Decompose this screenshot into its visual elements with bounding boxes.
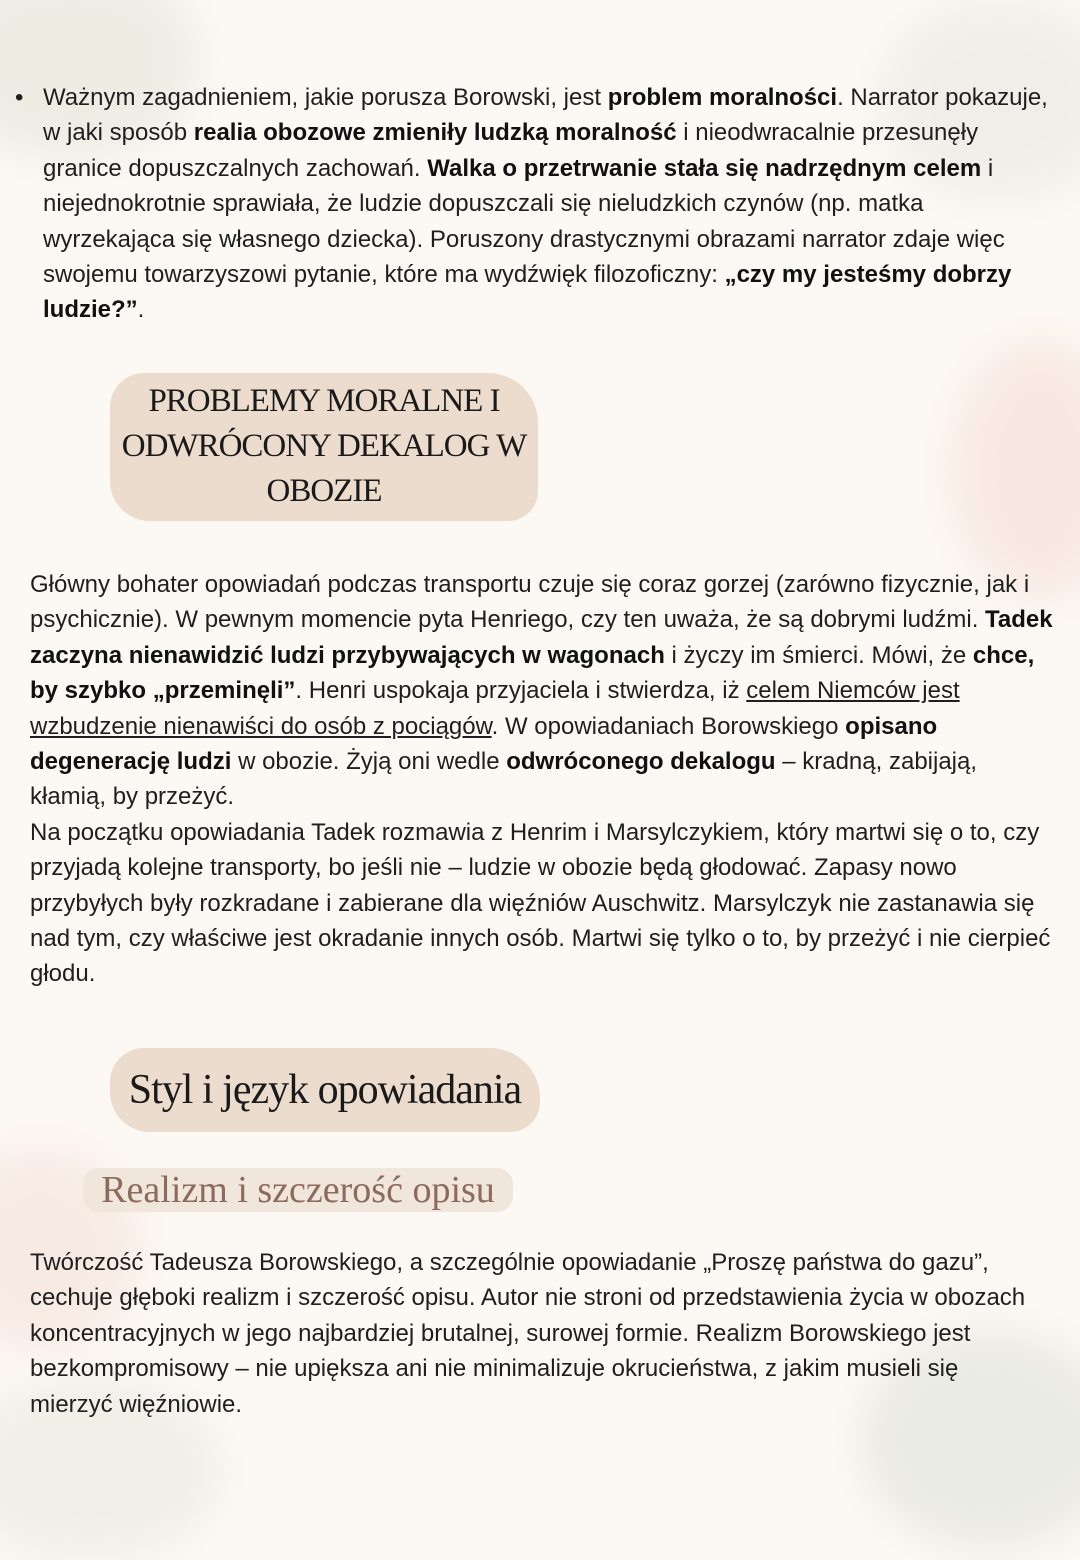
bold-text: Walka o przetrwanie stała się nadrzędnym celem	[427, 154, 982, 182]
bullet-icon: •	[15, 84, 24, 111]
paragraph-realism	[30, 1245, 1030, 1422]
bold-text: „czy my jesteśmy dobrzy ludzie?”	[43, 261, 1012, 324]
section-heading-style: Styl i język opowiadania	[110, 1048, 540, 1132]
bold-text: problem moralności	[607, 84, 838, 111]
bold-text: opisano degenerację ludzi	[30, 712, 938, 776]
section-heading-moral-problems: PROBLEMY MORALNE I ODWRÓCONY DEKALOG W OBOZIE	[110, 373, 538, 521]
paragraph-moral-problems	[30, 567, 1055, 992]
watercolor-flower-decoration	[950, 340, 1080, 600]
text-run: Główny bohater opowiadań podczas transportu czuje się coraz gorzej (zarówno fizycznie, jak i psychicznie). W pewnym momencie pyta Henriego, czy ten uważa, że są dobrymi ludźmi.	[30, 571, 1030, 634]
text-run: . Narrator pokazuje, w jaki sposób	[43, 84, 1048, 147]
text-run: .	[137, 296, 145, 324]
text-run: Twórczość Tadeusza Borowskiego, a szczególnie opowiadanie „Proszę państwa do gazu”, cechuje głęboki realizm i szczerość opisu. Autor nie stroni od przedstawienia życia w obozach koncentracyjnych w jego najbardziej brutalnej, surowej formie. Realizm Borowskiego jest bezkompromisowy – nie upiększa ani nie minimalizuje okrucieństwa, z jakim musieli się mierzyć więźniowie.	[30, 1249, 1026, 1418]
text-run: . Henri uspokaja przyjaciela i stwierdza, iż	[295, 677, 747, 705]
bullet-paragraph-morality	[15, 80, 1053, 328]
underlined-text: celem Niemców jest wzbudzenie nienawiści do osób z pociągów	[30, 677, 960, 740]
text-run: – kradną, zabijają, kłamią, by przeżyć.	[30, 748, 978, 811]
text-run: Ważnym zagadnieniem, jakie porusza Borowski, jest	[43, 84, 608, 111]
bold-text: realia obozowe zmieniły ludzką moralność	[193, 119, 677, 147]
text-run: i życzy im śmierci. Mówi, że	[664, 641, 973, 669]
text-run: i niejednokrotnie sprawiała, że ludzie dopuszczali się nieludzkich czynów (np. matka wyrzekająca się własnego dziecka). Poruszony drastycznymi obrazami narrator zdaje więc swojemu towarzyszowi pytanie, które ma wydźwięk filozoficzny:	[43, 154, 1005, 289]
text-run: w obozie. Żyją oni wedle	[231, 748, 507, 776]
text-run: Na początku opowiadania Tadek rozmawia z Henrim i Marsylczykiem, który martwi się o to, czy przyjadą kolejne transporty, bo jeśli nie – ludzie w obozie będą głodować. Zapasy nowo przybyłych były rozkradane i zabierane dla więźniów Auschwitz. Marsylczyk nie zastanawia się nad tym, czy właściwe jest okradanie innych osób. Martwi się tylko o to, by przeżyć i nie cierpieć głodu.	[30, 818, 1051, 988]
text-run: i nieodwracalnie przesunęły granice dopuszczalnych zachowań.	[43, 119, 979, 182]
bold-text: Tadek zaczyna nienawidzić ludzi przybywających w wagonach	[30, 606, 1053, 669]
bold-text: chce, by szybko „przeminęli”	[30, 641, 1035, 705]
subheading-realism: Realizm i szczerość opisu	[83, 1168, 513, 1212]
text-run: . W opowiadaniach Borowskiego	[491, 712, 846, 740]
bold-text: odwróconego dekalogu	[506, 748, 776, 776]
